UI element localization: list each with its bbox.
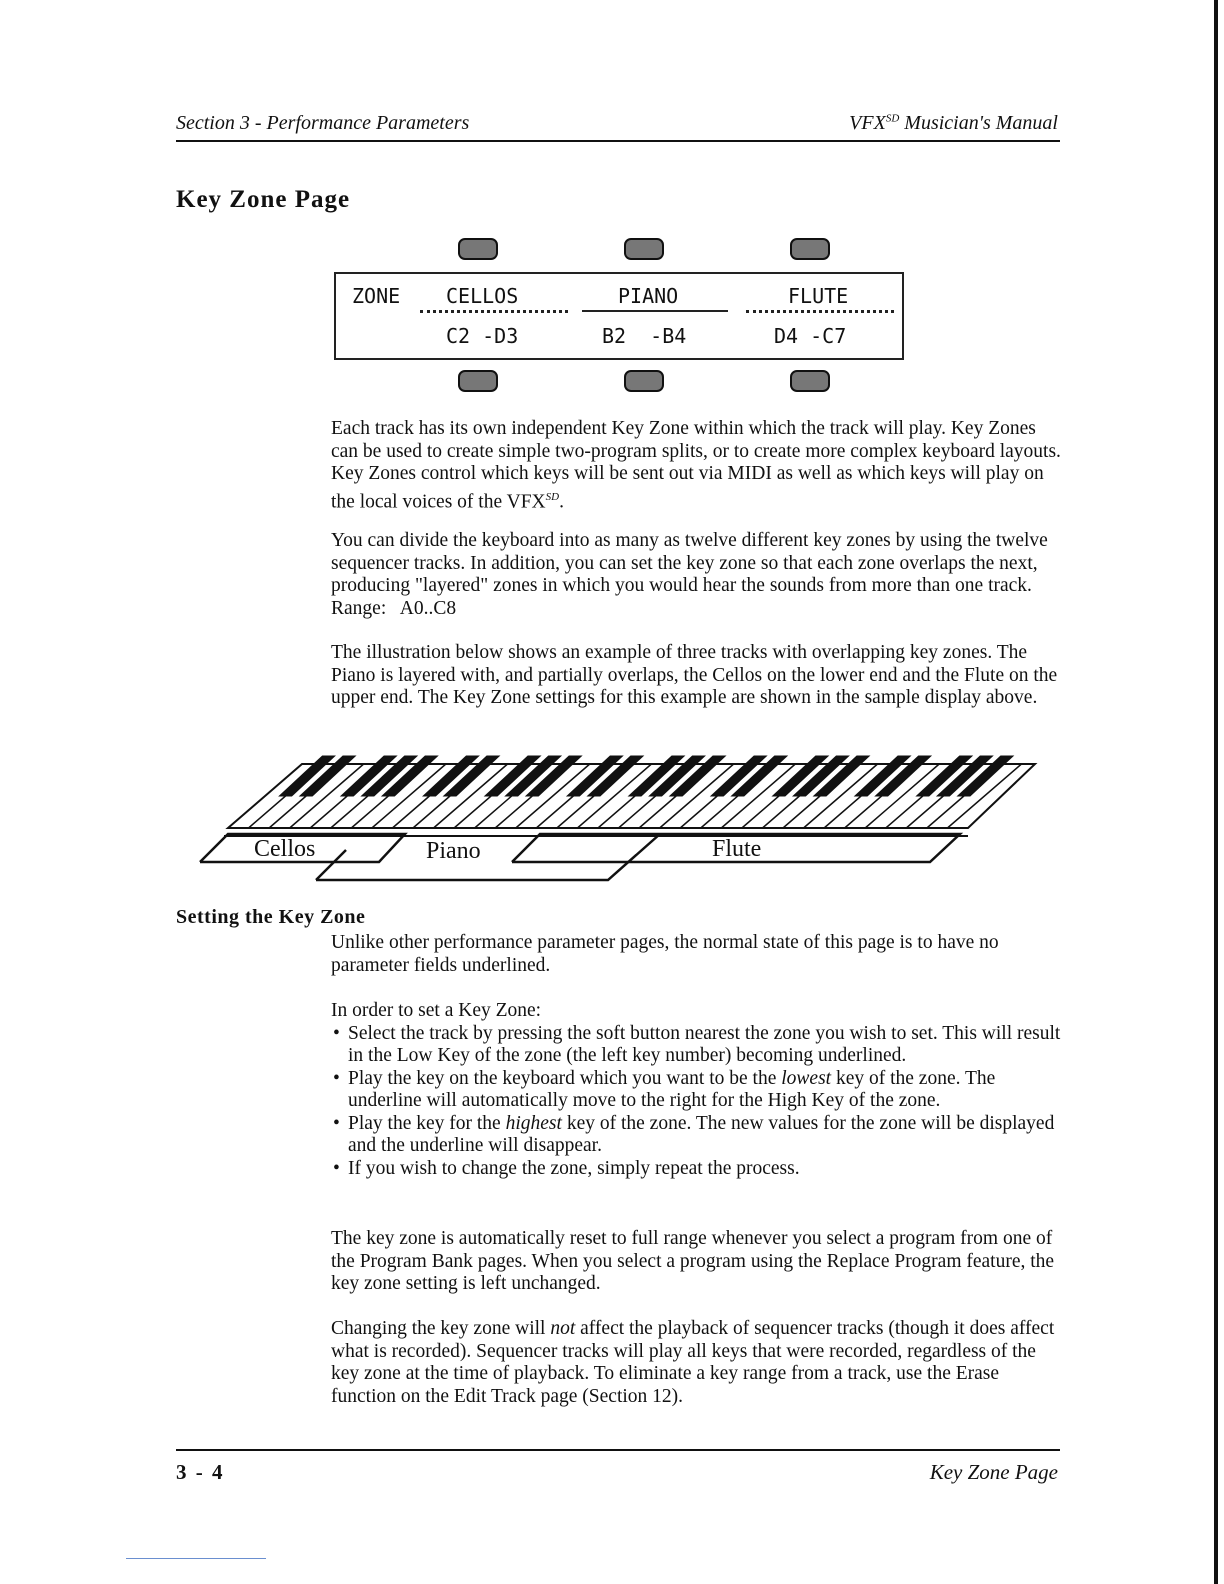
white-key-divider: [310, 764, 384, 828]
white-key-divider: [680, 764, 754, 828]
p2-text: You can divide the keyboard into as many as twelve different key zones by using the twelve sequencer tracks. In addition, you can set the key zone so that each zone overlaps the next, producing "layered" zones in which you would hear the sounds from more than one track.: [331, 530, 1048, 596]
p-reset-text: The key zone is automatically reset to full range whenever you select a program from one of the Program Bank pages. When you select a program using the Replace Program feature, the key zone setting is left unchanged.: [331, 1228, 1055, 1294]
white-key-divider: [454, 764, 528, 828]
white-key-divider: [660, 764, 734, 828]
p-change-emphasis: not: [550, 1318, 576, 1339]
white-key-divider: [331, 764, 405, 828]
white-key-divider: [783, 764, 857, 828]
paragraph-reset: [331, 1228, 1061, 1296]
label-flute: Flute: [712, 836, 762, 862]
page-edge-line: [1214, 0, 1218, 1584]
footer-title: Key Zone Page: [929, 1460, 1058, 1484]
b3-end: key of the zone. The new values for the zone will be displayed and the underline will disappear.: [348, 1112, 1055, 1156]
white-key-divider: [290, 764, 364, 828]
white-key-divider: [927, 764, 1001, 828]
zone-cellos-outline: [200, 834, 405, 862]
lcd-range-flute: D4 -C7: [774, 324, 847, 348]
white-key-divider: [249, 764, 323, 828]
white-key-divider: [619, 764, 693, 828]
bullet-repeat: • If you wish to change the zone, simply repeat the process.: [331, 1158, 1061, 1181]
soft-button-bottom-1[interactable]: [458, 370, 498, 392]
b2-start: Play the key on the keyboard which you want to be the: [348, 1067, 782, 1089]
soft-button-top-2[interactable]: [624, 238, 664, 260]
white-key-divider: [475, 764, 549, 828]
lcd-solid-underline-piano: [582, 310, 728, 312]
lcd-track-cellos: CELLOS: [446, 284, 519, 308]
setting-intro: [331, 932, 1061, 977]
white-key-divider: [762, 764, 836, 828]
p3-text: The illustration below shows an example of three tracks with overlapping key zones. The Piano is layered with, and partially overlaps, the Cellos on the lower end and the Flute on the upper end. The Key Zone settings for this example are shown in the sample display above.: [331, 642, 1058, 708]
white-key-divider: [639, 764, 713, 828]
black-key: [506, 756, 561, 796]
zone-piano-outline: [316, 834, 660, 880]
black-key: [382, 756, 437, 796]
p1-text: Each track has its own independent Key Zone within which the track will play. Key Zones can be used to create simple two-program splits, or to create more complex keyboard layouts. Key Zones control which keys will be sent out via MIDI as well as which keys will play on the local voices of the VFX: [331, 418, 1061, 512]
soft-button-bottom-2[interactable]: [624, 370, 664, 392]
white-key-divider: [372, 764, 446, 828]
lcd-track-flute: FLUTE: [788, 284, 849, 308]
section-heading-setting: Setting the Key Zone: [176, 906, 366, 928]
setting-intro-text: Unlike other performance parameter pages, the normal state of this page is to have no parameter fields underlined.: [331, 932, 999, 976]
keyboard-zones: [200, 834, 960, 880]
paragraph-intro: [331, 418, 1061, 514]
black-key: [855, 756, 910, 796]
lcd-display: [334, 272, 904, 360]
white-key-divider: [351, 764, 425, 828]
b3-emphasis: highest: [505, 1112, 562, 1134]
black-key: [773, 756, 828, 796]
bullet-play-lowest: [331, 1068, 1061, 1113]
black-key: [526, 756, 581, 796]
soft-button-top-1[interactable]: [458, 238, 498, 260]
white-key-divider: [557, 764, 631, 828]
white-key-divider: [392, 764, 466, 828]
paragraph-illustration: [331, 642, 1061, 710]
p2-range: Range: A0..C8: [331, 597, 457, 619]
bottom-link-line: [126, 1558, 266, 1559]
black-key: [279, 756, 334, 796]
setting-steps: [331, 1000, 1061, 1180]
label-piano: Piano: [426, 838, 481, 864]
setting-bullet-list: [331, 1023, 1061, 1181]
p1-end: .: [559, 491, 564, 512]
black-key: [793, 756, 848, 796]
paragraph-changing: [331, 1318, 1061, 1408]
keyboard-outline: [228, 764, 1035, 828]
label-cellos: Cellos: [254, 836, 316, 862]
black-key: [341, 756, 396, 796]
zone-flute-outline: [512, 834, 960, 862]
black-key: [629, 756, 684, 796]
footer-rule: [176, 1449, 1060, 1451]
header-section: Section 3 - Performance Parameters: [176, 112, 470, 134]
black-key: [423, 756, 478, 796]
white-key-divider: [906, 764, 980, 828]
manual-prefix: VFX: [849, 112, 886, 134]
black-key: [300, 756, 355, 796]
black-key: [732, 756, 787, 796]
b2-end: key of the zone. The underline will automatically move to the right for the High Key of the zone.: [348, 1067, 996, 1111]
b3-start: Play the key for the: [348, 1112, 506, 1134]
black-key: [814, 756, 869, 796]
bullet-play-highest: [331, 1113, 1061, 1158]
zone-piano-left-edge: [316, 850, 346, 880]
white-key-divider: [804, 764, 878, 828]
white-key-divider: [742, 764, 816, 828]
white-key-divider: [269, 764, 343, 828]
header-rule: [176, 140, 1060, 142]
footer-page-number: 3 - 4: [176, 1460, 225, 1484]
lcd-dotted-underline-cellos: [420, 310, 568, 313]
lcd-range-piano: B2 -B4: [602, 324, 687, 348]
white-key-divider: [865, 764, 939, 828]
white-key-divider: [701, 764, 775, 828]
black-key: [588, 756, 643, 796]
white-key-divider: [886, 764, 960, 828]
black-key: [670, 756, 725, 796]
black-key: [958, 756, 1013, 796]
white-key-divider: [947, 764, 1021, 828]
black-key: [711, 756, 766, 796]
keyboard-body: [224, 756, 1035, 836]
soft-button-bottom-3[interactable]: [790, 370, 830, 392]
white-key-divider: [845, 764, 919, 828]
white-key-divider: [536, 764, 610, 828]
black-key: [444, 756, 499, 796]
black-key: [937, 756, 992, 796]
black-key: [876, 756, 931, 796]
setting-order-text: In order to set a Key Zone:: [331, 1000, 542, 1021]
white-key-divider: [495, 764, 569, 828]
black-key: [917, 756, 972, 796]
lcd-range-cellos: C2 -D3: [446, 324, 519, 348]
white-key-divider: [598, 764, 672, 828]
white-key-divider: [824, 764, 898, 828]
paragraph-divide: [331, 530, 1061, 620]
black-key: [362, 756, 417, 796]
bullet-select-track: • Select the track by pressing the soft button nearest the zone you wish to set. This will result in the Low Key of the zone (the left key number) becoming underlined.: [331, 1023, 1061, 1068]
p1-superscript: SD: [545, 490, 560, 503]
black-key: [485, 756, 540, 796]
black-key: [567, 756, 622, 796]
white-key-divider: [721, 764, 795, 828]
lcd-track-piano: PIANO: [618, 284, 679, 308]
page-title: Key Zone Page: [176, 186, 351, 213]
white-key-divider: [577, 764, 651, 828]
soft-button-top-3[interactable]: [790, 238, 830, 260]
white-key-divider: [413, 764, 487, 828]
white-key-divider: [516, 764, 590, 828]
p-change-start: Changing the key zone will: [331, 1318, 551, 1339]
lcd-dotted-underline-flute: [746, 310, 894, 313]
p-change-end: affect the playback of sequencer tracks (though it does affect what is recorded). Sequencer tracks will play all keys that were recorded, regardless of the key zone at the time of playback. To eliminate a key range from a track, use the Erase function on the Edit Track page (Section 12).: [331, 1318, 1055, 1407]
black-key: [649, 756, 704, 796]
manual-superscript: SD: [885, 112, 900, 125]
header-manual-title: [849, 112, 1058, 135]
manual-suffix: Musician's Manual: [899, 112, 1058, 134]
lcd-zone-label: ZONE: [352, 284, 401, 308]
b2-emphasis: lowest: [781, 1067, 832, 1089]
white-key-divider: [434, 764, 508, 828]
